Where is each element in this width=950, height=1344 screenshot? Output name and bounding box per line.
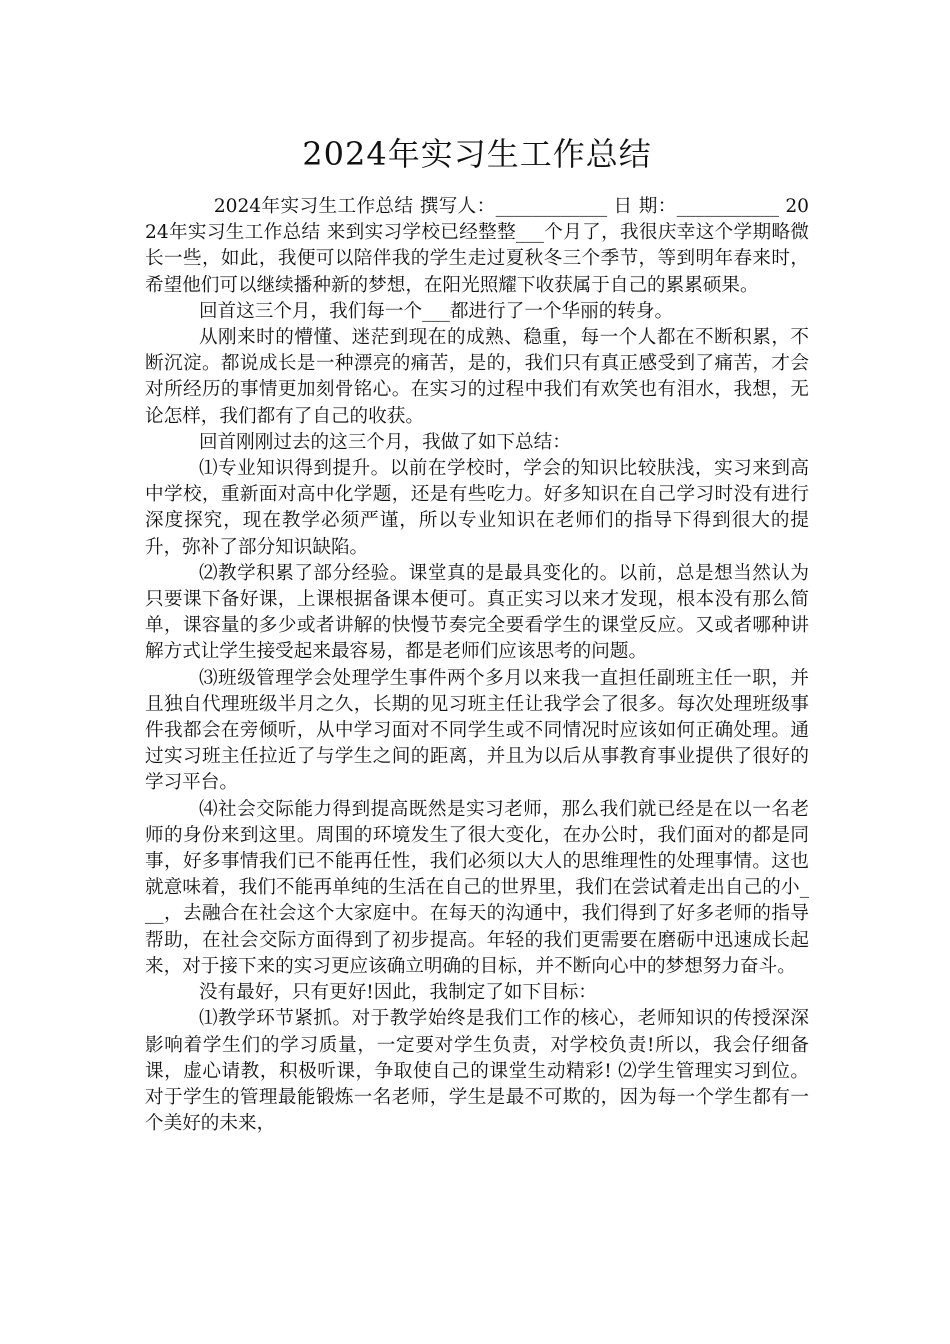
body-paragraph-2: 从刚来时的懵懂、迷茫到现在的成熟、稳重，每一个人都在不断积累，不断沉淀。都说成长是一种漂亮的痛苦，是的，我们只有真正感受到了痛苦，才会对所经历的事情更加刻骨铭心。在实习的过程中我们有欢笑也有泪水，我想，无论怎样，我们都有了自己的收获。 <box>145 327 809 427</box>
goals-intro: 没有最好，只有更好!因此，我制定了如下目标： <box>198 982 597 1004</box>
document-page <box>145 122 809 1137</box>
summary-item-3: ⑶班级管理学会处理学生事件两个多月以来我一直担任副班主任一职，并且独自代理班级半月之久，长期的见习班主任让我学会了很多。每次处理班级事件我都会在旁倾听，从中学习面对不同学生或不同情况时应该如何正确处理。通过实习班主任拉近了与学生之间的距离，并且为以后从事教育事业提供了很好的学习平台。 <box>145 667 809 794</box>
summary-item-2: ⑵教学积累了部分经验。课堂真的是最具变化的。以前，总是想当然认为只要课下备好课，上课根据备课本便可。真正实习以来才发现，根本没有那么简单，课容量的多少或者讲解的快慢节奏完全要看学生的课堂反应。又或者哪种讲解方式让学生接受起来最容易，都是老师们应该思考的问题。 <box>145 562 809 663</box>
summary-item-4: ⑷社会交际能力得到提高既然是实习老师，那么我们就已经是在以一名老师的身份来到这里。周围的环境发生了很大变化，在办公时，我们面对的都是同事，好多事情我们已不能再任性，我们必须以大人的思维理性的处理事情。这也就意味着，我们不能再单纯的生活在自己的世界里，我们在尝试着走出自己的小___，去融合在社会这个大家庭中。在每天的沟通中，我们得到了好多老师的指导帮助，在社会交际方面得到了初步提高。年轻的我们更需要在磨砺中迅速成长起来，对于接下来的实习更应该确立明确的目标，并不断向心中的梦想努力奋斗。 <box>145 798 809 977</box>
intro-paragraph: 2024年实习生工作总结 撰写人：____________ 日 期：___________ 2024年实习生工作总结 来到实习学校已经整整___个月了，我很庆幸这个学期略微长一些，如此，我便可以陪伴我的学生走过夏秋冬三个季节，等到明年春来时，希望他们可以继续播种新的梦想，在阳光照耀下收获属于自己的累累硕果。 <box>145 196 809 296</box>
body-paragraph-1: 回首这三个月，我们每一个___都进行了一个华丽的转身。 <box>198 300 674 322</box>
document-title: 2024年实习生工作总结 <box>302 135 652 173</box>
summary-item-1: ⑴专业知识得到提升。以前在学校时，学会的知识比较肤浅，实习来到高中学校，重新面对高中化学题，还是有些吃力。好多知识在自己学习时没有进行深度探究，现在教学必须严谨，所以专业知识在老师们的指导下得到很大的提升，弥补了部分知识缺陷。 <box>145 458 809 558</box>
goal-items: ⑴教学环节紧抓。对于教学始终是我们工作的核心，老师知识的传授深深影响着学生们的学习质量，一定要对学生负责，对学校负责!所以，我会仔细备课，虚心请教，积极听课，争取使自己的课堂生动精彩! ⑵学生管理实习到位。对于学生的管理最能锻炼一名老师，学生是最不可欺的，因为每一个学生都有一个美好的未来， <box>145 1008 809 1135</box>
body-paragraph-3: 回首刚刚过去的这三个月，我做了如下总结： <box>198 431 571 453</box>
